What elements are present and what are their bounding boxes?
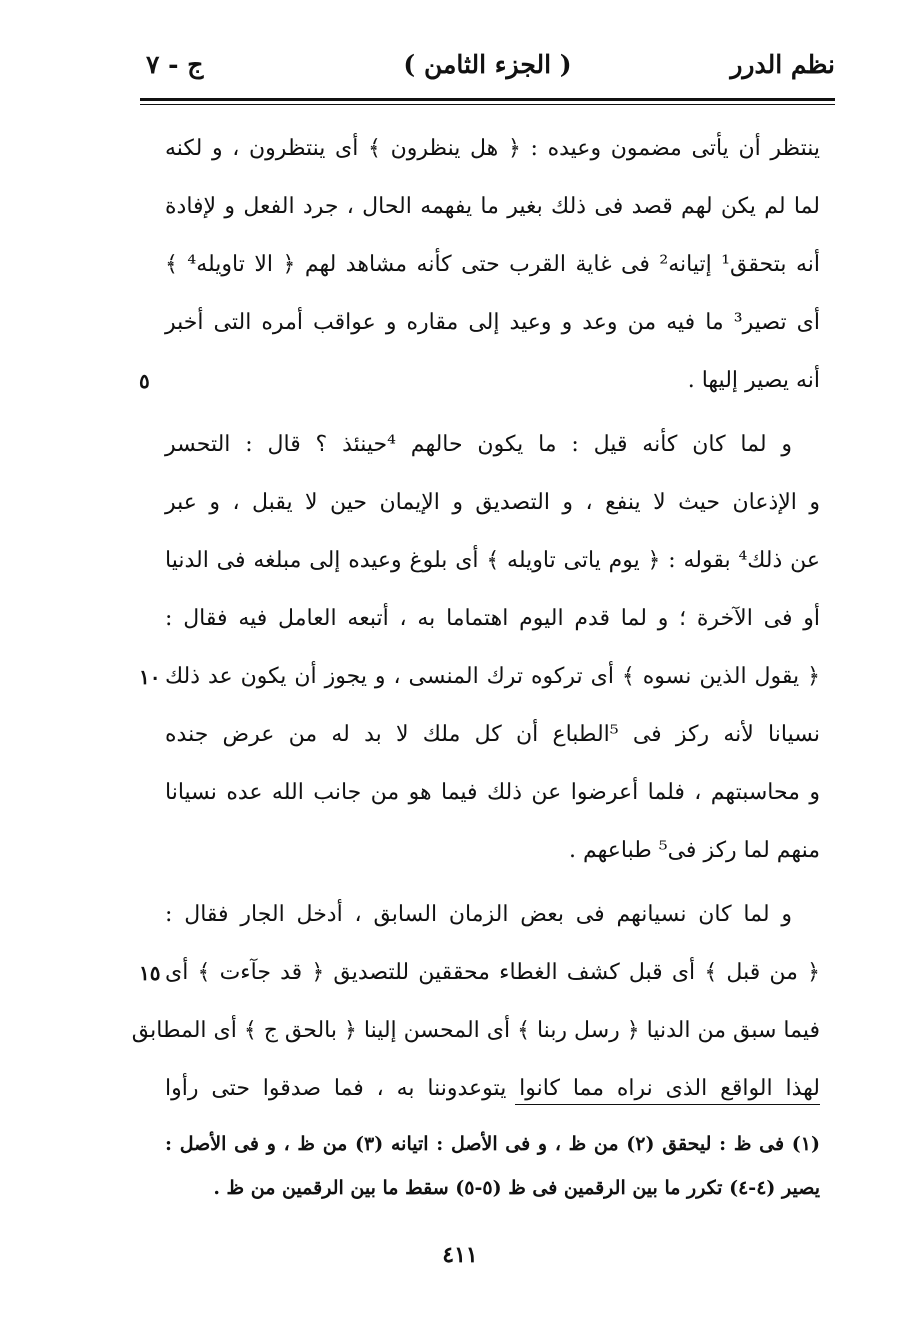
line-number-15: ١٥: [139, 961, 161, 985]
text-line: فيما سبق من الدنيا ﴿ رسل ربنا ﴾ أى المحسن إلينا ﴿ بالحق ج ﴾ أى المطابق: [131, 1018, 820, 1043]
text-line: و لما كان نسيانهم فى بعض الزمان السابق ، أدخل الجار فقال :: [165, 902, 792, 927]
footnote-line: (١) فى ظ : ليحقق (٢) من ظ ، و فى الأصل : اتيانه (٣) من ظ ، و فى الأصل :: [165, 1133, 820, 1155]
text-line: ينتظر أن يأتى مضمون وعيده : ﴿ هل ينظرون ﴾ أى ينتظرون ، و لكنه: [165, 136, 820, 161]
volume-label: ج - ٧: [146, 50, 204, 79]
footnote-line: يصير (٤-٤) تكرر ما بين الرقمين فى ظ (٥-٥) سقط ما بين الرقمين من ظ .: [213, 1177, 820, 1199]
text-line-content: أنه يصير إليها .: [687, 368, 820, 393]
line-number-10: ١٠: [139, 665, 161, 689]
page-number: ٤١١: [442, 1242, 478, 1268]
text-line: عن ذلك⁴ بقوله : ﴿ يوم ياتى تاويله ﴾ أى بلوغ وعيده إلى مبلغه فى الدنيا: [165, 548, 820, 573]
book-title: نظم الدرر: [730, 50, 835, 79]
header-rule-thin: [140, 104, 835, 105]
running-header: [140, 38, 835, 90]
text-line: أى تصير³ ما فيه من وعد و وعيد إلى مقاره و عواقب أمره التى أخبر: [165, 310, 820, 335]
text-line: أنه بتحقق¹ إتيانه² فى غاية القرب حتى كأنه مشاهد لهم ﴿ الا تاويله⁴ ﴾: [165, 252, 820, 277]
footnote-rule: [515, 1104, 820, 1105]
main-text: [131, 120, 820, 1118]
line-number-5: ٥: [139, 369, 150, 393]
part-title: ( الجزء الثامن ): [403, 50, 572, 79]
text-line: و الإذعان حيث لا ينفع ، و التصديق و الإيمان حين لا يقبل ، و عبر: [165, 490, 820, 515]
text-line: منهم لما ركز فى⁵ طباعهم .: [569, 838, 820, 863]
text-line-content: ﴿ يقول الذين نسوه ﴾ أى تركوه ترك المنسى ، و يجوز أن يكون عد ذلك: [165, 664, 820, 689]
text-line: [139, 648, 820, 706]
text-line: أو فى الآخرة ؛ و لما قدم اليوم اهتماما به ، أتبعه العامل فيه فقال :: [165, 606, 820, 631]
text-line: لهذا الواقع الذى نراه مما كانوا يتوعدوننا به ، فما صدقوا حتى رأوا: [165, 1076, 820, 1101]
text-line: [139, 944, 820, 1002]
header-rule-thick: [140, 98, 835, 101]
text-line: و محاسبتهم ، فلما أعرضوا عن ذلك فيما هو من جانب الله عده نسيانا: [165, 780, 820, 805]
footnotes: [165, 1122, 820, 1210]
text-line: نسيانا لأنه ركز فى ⁵الطباع أن كل ملك لا بد له من عرض جنده: [165, 722, 820, 747]
text-line: [139, 352, 820, 410]
text-line: لما لم يكن لهم قصد فى ذلك بغير ما يفهمه الحال ، جرد الفعل و لإفادة: [165, 194, 820, 219]
text-line-content: ﴿ من قبل ﴾ أى قبل كشف الغطاء محققين للتصديق ﴿ قد جآءت ﴾ أى: [165, 960, 820, 985]
text-line: و لما كان كأنه قيل : ما يكون حالهم ⁴حينئذ ؟ قال : التحسر: [165, 432, 792, 457]
